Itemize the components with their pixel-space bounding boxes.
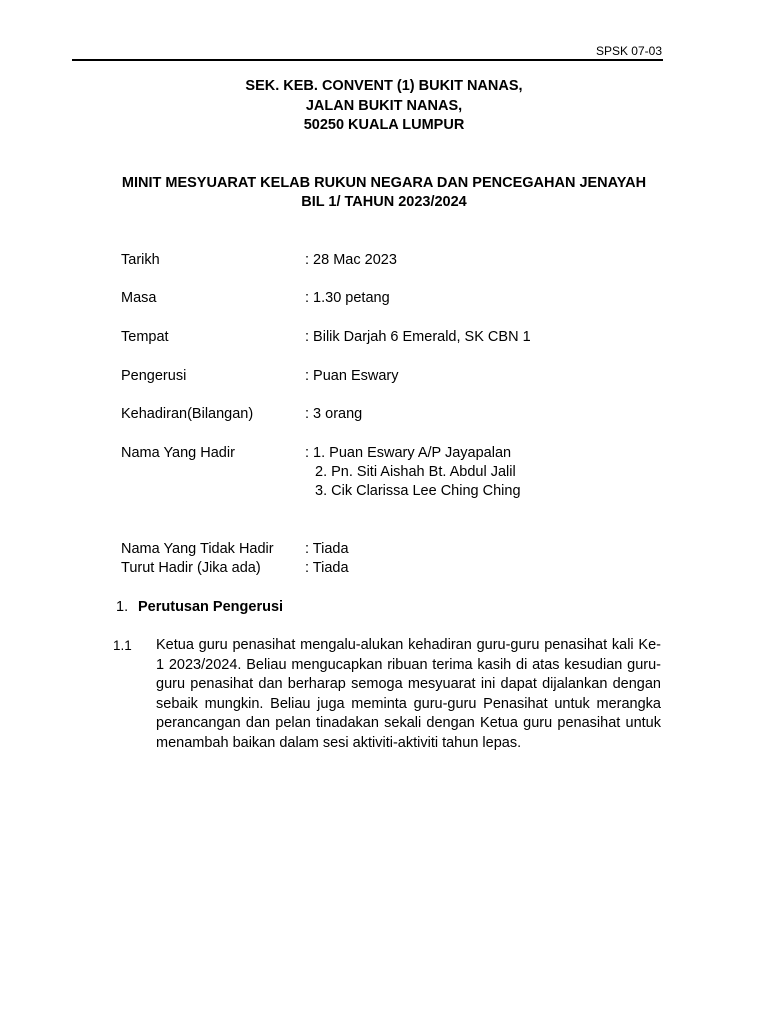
hadir-item-2: 2. Pn. Siti Aishah Bt. Abdul Jalil [315,464,516,480]
turut-hadir-value: : Tiada [305,560,349,576]
tarikh-value: : 28 Mac 2023 [305,252,397,268]
minutes-number: BIL 1/ TAHUN 2023/2024 [301,194,467,210]
masa-label: Masa [121,290,157,306]
tidak-hadir-value: : Tiada [305,541,349,557]
tidak-hadir-label: Nama Yang Tidak Hadir [121,541,274,557]
kehadiran-label: Kehadiran(Bilangan) [121,406,254,422]
school-street: JALAN BUKIT NANAS, [305,98,463,114]
item-1-1-number: 1.1 [113,638,132,653]
hadir-item-3: 3. Cik Clarissa Lee Ching Ching [315,483,521,499]
document-code: SPSK 07-03 [595,44,662,58]
hadir-label: Nama Yang Hadir [121,445,235,461]
minutes-title: MINIT MESYUARAT KELAB RUKUN NEGARA DAN PENCEGAHAN JENAYAH [121,175,647,191]
school-city: 50250 KUALA LUMPUR [303,117,465,133]
kehadiran-value: : 3 orang [305,406,363,422]
tarikh-label: Tarikh [121,252,160,268]
section-1-number: 1. [116,599,129,615]
section-1-title: Perutusan Pengerusi [138,599,284,615]
hadir-item-1: : 1. Puan Eswary A/P Jayapalan [305,445,512,461]
pengerusi-label: Pengerusi [121,368,187,384]
masa-value: : 1.30 petang [305,290,390,306]
turut-hadir-label: Turut Hadir (Jika ada) [121,560,261,576]
tempat-value: : Bilik Darjah 6 Emerald, SK CBN 1 [305,329,531,345]
item-1-1-text: Ketua guru penasihat mengalu-alukan kehadiran guru-guru penasihat kali Ke-1 2023/2024. Beliau mengucapkan ribuan terima kasih di atas kesudian guru-guru penasihat dan berharap semoga mesyuarat ini dapat dijalankan dengan sebaik mungkin. Beliau juga meminta guru-guru Penasihat untuk merangka perancangan dan pelan tinadakan sekali dengan Ketua guru penasihat untuk menambah baikan dalam sesi aktiviti-aktiviti tahun lepas. [156,637,661,751]
tempat-label: Tempat [121,329,169,345]
header-rule [72,59,663,61]
school-name: SEK. KEB. CONVENT (1) BUKIT NANAS, [245,78,523,94]
pengerusi-value: : Puan Eswary [305,368,399,384]
